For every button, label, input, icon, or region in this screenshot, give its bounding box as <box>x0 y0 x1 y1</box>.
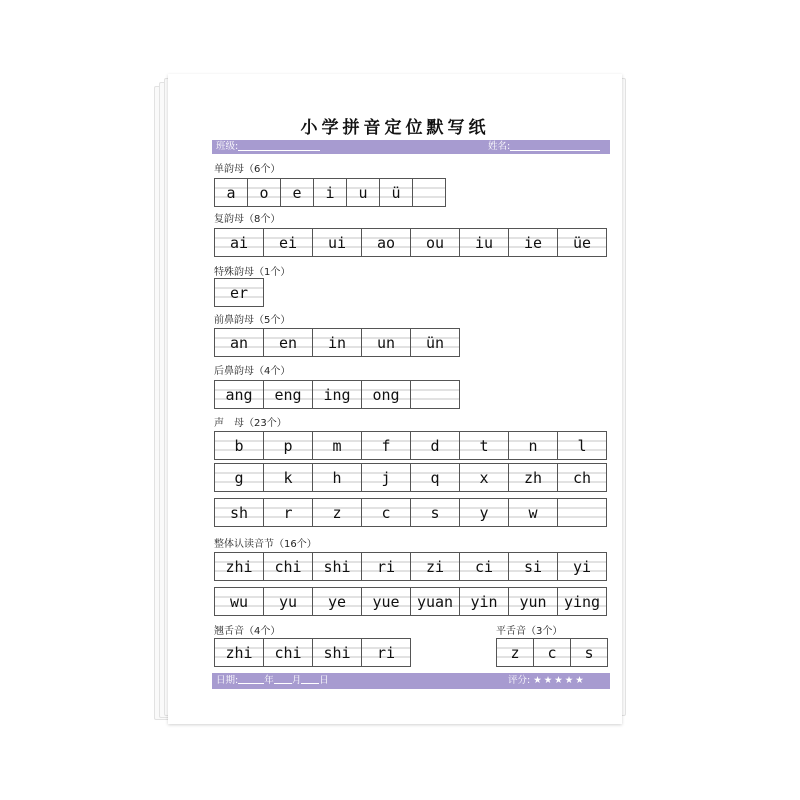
pinyin-cell <box>508 432 557 459</box>
pinyin-text: yi <box>572 557 592 576</box>
pinyin-text: f <box>381 436 391 455</box>
section-label-front-nasal: 前鼻韵母（5个） <box>214 315 291 326</box>
year-label: 年 <box>264 675 274 686</box>
pinyin-text: chi <box>274 643 302 662</box>
pinyin-text: o <box>259 183 269 202</box>
pinyin-cell <box>214 329 263 356</box>
pinyin-cell <box>312 464 361 491</box>
grid-row-flat-tongue <box>496 638 608 667</box>
pinyin-text: h <box>332 468 342 487</box>
pinyin-text: r <box>283 503 293 522</box>
pinyin-text: x <box>479 468 489 487</box>
section-label-flat-tongue: 平舌音（3个） <box>496 626 563 637</box>
day-label: 日 <box>319 675 329 686</box>
pinyin-text: en <box>278 333 298 352</box>
pinyin-cell <box>214 432 263 459</box>
pinyin-text: d <box>430 436 440 455</box>
grid-row-whole-syllables-2 <box>214 587 607 616</box>
pinyin-text: ong <box>372 385 400 404</box>
pinyin-text: i <box>325 183 335 202</box>
pinyin-cell <box>312 229 361 256</box>
pinyin-cell <box>557 229 606 256</box>
pinyin-cell <box>361 329 410 356</box>
pinyin-cell <box>570 639 607 666</box>
pinyin-text: j <box>381 468 391 487</box>
pinyin-text: ün <box>425 333 445 352</box>
class-field[interactable] <box>238 140 320 151</box>
day-field[interactable] <box>301 673 319 684</box>
pinyin-text: üe <box>572 233 592 252</box>
pinyin-text: si <box>523 557 543 576</box>
pinyin-cell <box>214 229 263 256</box>
pinyin-cell <box>263 639 312 666</box>
footer-bar <box>212 673 610 689</box>
pinyin-cell <box>557 588 606 615</box>
pinyin-cell <box>312 329 361 356</box>
section-label-back-nasal: 后鼻韵母（4个） <box>214 366 291 377</box>
pinyin-cell <box>280 179 313 206</box>
pinyin-cell <box>263 329 312 356</box>
pinyin-cell <box>312 588 361 615</box>
pinyin-text: ing <box>323 385 351 404</box>
pinyin-text: p <box>283 436 293 455</box>
section-label-single-finals: 单韵母（6个） <box>214 164 281 175</box>
pinyin-cell <box>410 499 459 526</box>
pinyin-text: in <box>327 333 347 352</box>
grid-row-retroflex <box>214 638 411 667</box>
pinyin-cell <box>247 179 280 206</box>
pinyin-text: a <box>226 183 236 202</box>
pinyin-text: yuan <box>416 592 454 611</box>
pinyin-cell <box>263 432 312 459</box>
pinyin-text: un <box>376 333 396 352</box>
pinyin-text: zi <box>425 557 445 576</box>
pinyin-cell <box>508 229 557 256</box>
pinyin-cell <box>508 588 557 615</box>
pinyin-text: y <box>479 503 489 522</box>
pinyin-cell <box>263 499 312 526</box>
pinyin-cell <box>459 464 508 491</box>
pinyin-cell <box>379 179 412 206</box>
pinyin-cell <box>361 229 410 256</box>
pinyin-cell <box>312 499 361 526</box>
pinyin-text: m <box>332 436 342 455</box>
pinyin-text: u <box>358 183 368 202</box>
pinyin-cell <box>346 179 379 206</box>
pinyin-text: b <box>234 436 244 455</box>
pinyin-text: c <box>381 503 391 522</box>
month-label: 月 <box>291 675 302 686</box>
pinyin-text: g <box>234 468 244 487</box>
grid-row-single-finals <box>214 178 446 207</box>
pinyin-text: chi <box>274 557 302 576</box>
pinyin-cell <box>361 553 410 580</box>
pinyin-text: z <box>510 643 520 662</box>
grid-row-initials-3 <box>214 498 607 527</box>
pinyin-cell <box>312 639 361 666</box>
pinyin-cell <box>361 588 410 615</box>
blank-writing-cell[interactable] <box>412 179 445 206</box>
pinyin-text: ch <box>572 468 592 487</box>
pinyin-cell <box>263 588 312 615</box>
pinyin-text: shi <box>323 643 351 662</box>
pinyin-cell <box>508 553 557 580</box>
pinyin-text: k <box>283 468 293 487</box>
pinyin-cell <box>459 499 508 526</box>
pinyin-text: ao <box>376 233 396 252</box>
pinyin-cell <box>312 432 361 459</box>
pinyin-cell <box>214 588 263 615</box>
pinyin-cell <box>496 639 533 666</box>
pinyin-text: ei <box>278 233 298 252</box>
pinyin-text: ri <box>376 557 396 576</box>
header-bar <box>212 140 610 154</box>
pinyin-cell <box>214 179 247 206</box>
blank-writing-cell[interactable] <box>410 381 459 408</box>
pinyin-text: ci <box>474 557 494 576</box>
pinyin-text: yin <box>470 592 498 611</box>
pinyin-text: an <box>229 333 249 352</box>
pinyin-text: sh <box>229 503 249 522</box>
pinyin-cell <box>459 588 508 615</box>
grid-row-special-final <box>214 278 264 307</box>
pinyin-text: ri <box>376 643 396 662</box>
pinyin-text: s <box>584 643 594 662</box>
pinyin-text: ai <box>229 233 249 252</box>
pinyin-cell <box>312 381 361 408</box>
pinyin-text: zh <box>523 468 543 487</box>
pinyin-text: wu <box>229 592 249 611</box>
pinyin-text: eng <box>274 385 302 404</box>
pinyin-text: t <box>479 436 489 455</box>
pinyin-text: ie <box>523 233 543 252</box>
section-label-initials: 声 母（23个） <box>214 418 287 429</box>
pinyin-cell <box>214 381 263 408</box>
pinyin-cell <box>557 432 606 459</box>
pinyin-text: ou <box>425 233 445 252</box>
pinyin-text: ye <box>327 592 347 611</box>
pinyin-cell <box>214 553 263 580</box>
year-field[interactable] <box>238 673 264 684</box>
pinyin-text: yun <box>519 592 547 611</box>
pinyin-cell <box>361 499 410 526</box>
grid-row-initials-2 <box>214 463 607 492</box>
section-label-whole-syllables: 整体认读音节（16个） <box>214 539 317 550</box>
pinyin-cell <box>263 381 312 408</box>
pinyin-cell <box>263 553 312 580</box>
date-label: 日期: <box>216 675 239 686</box>
pinyin-text: z <box>332 503 342 522</box>
pinyin-text: s <box>430 503 440 522</box>
pinyin-text: w <box>528 503 538 522</box>
pinyin-cell <box>508 499 557 526</box>
grid-row-front-nasal <box>214 328 460 357</box>
pinyin-cell <box>459 553 508 580</box>
class-label: 班级: <box>216 141 239 152</box>
pinyin-cell <box>361 464 410 491</box>
blank-writing-cell[interactable] <box>557 499 606 526</box>
pinyin-cell <box>410 553 459 580</box>
page-title: 小学拼音定位默写纸 <box>300 118 490 138</box>
pinyin-cell <box>508 464 557 491</box>
section-label-retroflex: 翘舌音（4个） <box>214 626 281 637</box>
pinyin-cell <box>361 432 410 459</box>
month-field[interactable] <box>274 673 292 684</box>
pinyin-text: ang <box>225 385 253 404</box>
section-label-compound-finals: 复韵母（8个） <box>214 214 281 225</box>
pinyin-cell <box>459 432 508 459</box>
pinyin-text: l <box>577 436 587 455</box>
pinyin-cell <box>557 553 606 580</box>
grid-row-whole-syllables-1 <box>214 552 607 581</box>
pinyin-text: yue <box>372 592 400 611</box>
pinyin-text: ui <box>327 233 347 252</box>
grid-row-initials-1 <box>214 431 607 460</box>
pinyin-cell <box>214 499 263 526</box>
pinyin-cell <box>263 229 312 256</box>
pinyin-cell <box>459 229 508 256</box>
pinyin-text: shi <box>323 557 351 576</box>
pinyin-cell <box>557 464 606 491</box>
pinyin-text: ü <box>391 183 401 202</box>
grid-row-back-nasal <box>214 380 460 409</box>
pinyin-cell <box>410 464 459 491</box>
pinyin-text: n <box>528 436 538 455</box>
pinyin-text: zhi <box>225 557 253 576</box>
pinyin-cell <box>312 553 361 580</box>
pinyin-cell <box>361 639 410 666</box>
pinyin-text: ying <box>563 592 601 611</box>
name-label: 姓名: <box>488 141 511 152</box>
section-label-special-final: 特殊韵母（1个） <box>214 267 291 278</box>
pinyin-cell <box>313 179 346 206</box>
pinyin-cell <box>214 464 263 491</box>
pinyin-cell <box>533 639 570 666</box>
pinyin-cell <box>410 588 459 615</box>
pinyin-cell <box>263 464 312 491</box>
pinyin-text: er <box>229 283 249 302</box>
pinyin-cell <box>410 229 459 256</box>
score-stars[interactable]: ★★★★★ <box>533 675 586 686</box>
pinyin-text: c <box>547 643 557 662</box>
pinyin-cell <box>410 329 459 356</box>
pinyin-text: iu <box>474 233 494 252</box>
pinyin-cell <box>214 279 263 306</box>
score-label: 评分: <box>508 675 531 686</box>
pinyin-text: zhi <box>225 643 253 662</box>
pinyin-text: e <box>292 183 302 202</box>
pinyin-text: yu <box>278 592 298 611</box>
pinyin-cell <box>410 432 459 459</box>
pinyin-cell <box>361 381 410 408</box>
pinyin-cell <box>214 639 263 666</box>
grid-row-compound-finals <box>214 228 607 257</box>
pinyin-text: q <box>430 468 440 487</box>
name-field[interactable] <box>510 140 600 151</box>
